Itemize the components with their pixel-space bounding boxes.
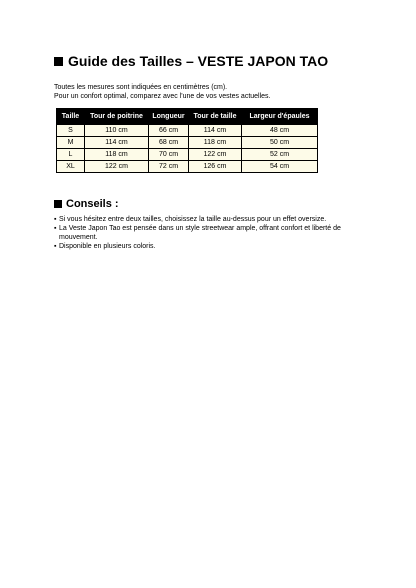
tip-text: Si vous hésitez entre deux tailles, choisissez la taille au-dessus pour un effet oversize. (59, 216, 327, 223)
bullet-icon: ▪ (54, 225, 57, 232)
tip-text: Disponible en plusieurs coloris. (59, 243, 156, 250)
table-cell: 52 cm (242, 149, 318, 161)
table-row (57, 125, 318, 137)
table-cell: 114 cm (85, 137, 149, 149)
table-cell: S (57, 125, 85, 137)
square-bullet-icon (54, 200, 62, 208)
table-cell: 122 cm (85, 161, 149, 173)
table-cell: 118 cm (189, 137, 242, 149)
tip-text: La Veste Japon Tao est pensée dans un style streetwear ample, offrant confort et liberté de mouvement. (59, 225, 341, 241)
table-cell: 50 cm (242, 137, 318, 149)
table-cell: 54 cm (242, 161, 318, 173)
list-item (54, 242, 354, 251)
table-cell: 126 cm (189, 161, 242, 173)
table-cell: 118 cm (85, 149, 149, 161)
table-cell: M (57, 137, 85, 149)
table-cell: 110 cm (85, 125, 149, 137)
tips-list (54, 215, 354, 251)
intro-line-1: Toutes les mesures sont indiquées en centimètres (cm). (54, 84, 228, 91)
table-row (57, 149, 318, 161)
list-item (54, 215, 354, 224)
table-row (57, 161, 318, 173)
table-cell: 70 cm (149, 149, 189, 161)
table-cell: 68 cm (149, 137, 189, 149)
size-table-header-row (57, 109, 318, 125)
table-cell: XL (57, 161, 85, 173)
table-row (57, 137, 318, 149)
table-cell: L (57, 149, 85, 161)
size-table (56, 108, 318, 173)
column-header-chest: Tour de poitrine (85, 109, 149, 125)
table-cell: 114 cm (189, 125, 242, 137)
bullet-icon: ▪ (54, 243, 57, 250)
table-cell: 72 cm (149, 161, 189, 173)
column-header-shoulders: Largeur d'épaules (242, 109, 318, 125)
tips-heading (54, 198, 119, 210)
intro-line-2: Pour un confort optimal, comparez avec l'une de vos vestes actuelles. (54, 93, 271, 100)
page-title (54, 53, 328, 69)
column-header-length: Longueur (149, 109, 189, 125)
table-cell: 48 cm (242, 125, 318, 137)
page-title-text: Guide des Tailles – VESTE JAPON TAO (68, 53, 329, 69)
column-header-size: Taille (57, 109, 85, 125)
list-item (54, 224, 354, 242)
intro-text (54, 83, 271, 101)
table-cell: 66 cm (149, 125, 189, 137)
square-bullet-icon (54, 57, 63, 66)
column-header-waist: Tour de taille (189, 109, 242, 125)
table-cell: 122 cm (189, 149, 242, 161)
tips-heading-text: Conseils : (66, 198, 119, 210)
bullet-icon: ▪ (54, 216, 57, 223)
